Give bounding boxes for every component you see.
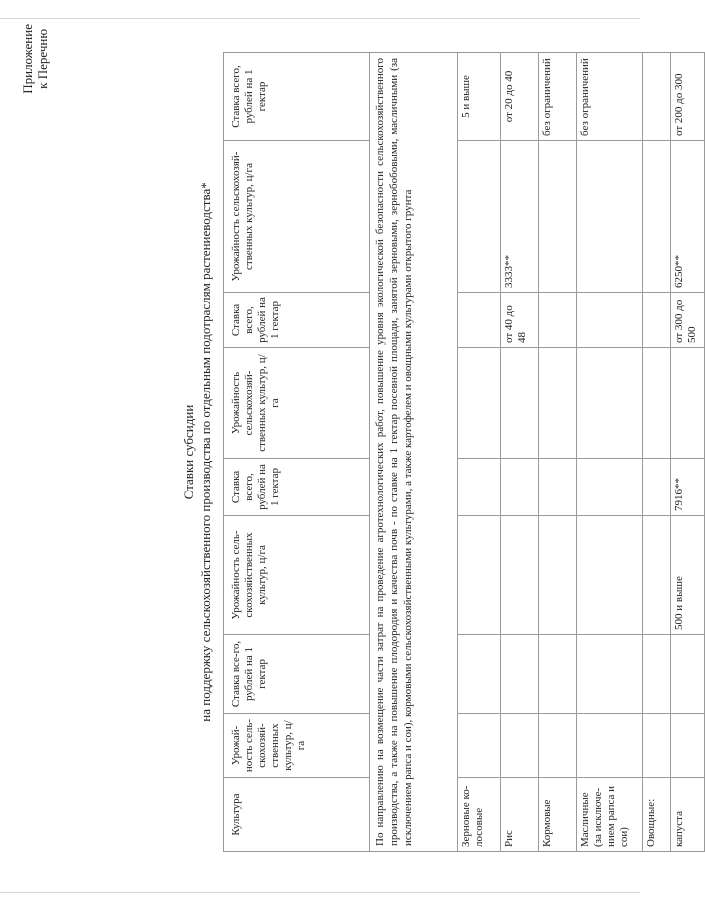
table-cell: [577, 635, 643, 714]
table-cell: [577, 459, 643, 516]
header-cell: Ставка всего, рублей на 1 гектар: [224, 293, 370, 348]
title-line1: Ставки субсидии: [181, 404, 196, 500]
table-row: [458, 53, 501, 852]
appendix-note: [20, 24, 50, 94]
table-cell: [539, 348, 577, 459]
scan-edge-bottom: [0, 892, 640, 893]
header-cell: Урожайность сельскохозяй-ственных культур, ц/га: [224, 141, 370, 293]
table-cell: от 300 до 500: [671, 293, 705, 348]
table-cell: [539, 516, 577, 635]
table-cell: [643, 53, 671, 141]
table-cell: [539, 459, 577, 516]
crop-cell: капуста: [671, 778, 705, 852]
table-cell: 7916**: [671, 459, 705, 516]
table-cell: 3333**: [501, 141, 539, 293]
table-cell: без ограничений: [577, 53, 643, 141]
table-cell: [643, 516, 671, 635]
table-cell: [643, 141, 671, 293]
table-cell: [643, 293, 671, 348]
table-cell: [539, 635, 577, 714]
crop-cell: Рис: [501, 778, 539, 852]
table-cell: [671, 635, 705, 714]
table-cell: [458, 714, 501, 778]
table-cell: [671, 714, 705, 778]
table-cell: [539, 141, 577, 293]
table-cell: [458, 635, 501, 714]
table-cell: [458, 348, 501, 459]
table-cell: 6250**: [671, 141, 705, 293]
table-cell: [539, 293, 577, 348]
crop-cell: Зерновые ко-лосовые: [458, 778, 501, 852]
table-cell: от 20 до 40: [501, 53, 539, 141]
table-row: [539, 53, 577, 852]
table-cell: [501, 348, 539, 459]
table-row: [577, 53, 643, 852]
crop-cell: Кормовые: [539, 778, 577, 852]
table-cell: [501, 714, 539, 778]
subsidy-table: [223, 52, 705, 852]
table-cell: [501, 516, 539, 635]
table-cell: [643, 635, 671, 714]
table-cell: [458, 293, 501, 348]
table-cell: [643, 714, 671, 778]
table-cell: [539, 714, 577, 778]
note-row: [370, 53, 458, 852]
scan-edge-top: [0, 18, 640, 19]
table-cell: 500 и выше: [671, 516, 705, 635]
crop-cell: Овощные:: [643, 778, 671, 852]
header-cell: Урожайность сельскохозяй-ственных культур, ц/га: [224, 348, 370, 459]
table-cell: от 40 до 48: [501, 293, 539, 348]
header-cell: Ставка всего, рублей на 1 гектар: [224, 459, 370, 516]
table-cell: от 200 до 300: [671, 53, 705, 141]
title-line2: на поддержку сельскохозяйственного производства по отдельным подотраслям растениеводства*: [198, 182, 213, 722]
table-cell: без ограничений: [539, 53, 577, 141]
table-cell: 5 и выше: [458, 53, 501, 141]
rotated-page: [20, 12, 698, 892]
header-row: [224, 53, 370, 852]
note-text: По направлению на возмещение части затрат на проведение агротехнологических работ, повышение уровня экологической безопасности сельскохозяйственного производства, а также на повышение плодородия и качества почв - по ставке на 1 гектар посевной площади, занятой зерновыми, зернобобовыми, масличными (за исключением рапса и сои), кормовыми сельскохозяйственными культурами, а также картофелем и овощными культурами открытого грунта: [370, 53, 458, 852]
table-cell: [458, 459, 501, 516]
crop-cell: Масличные (за исключе-нием рапса и сои): [577, 778, 643, 852]
header-cell: Ставка все-го, рублей на 1 гектар: [224, 635, 370, 714]
appendix-line2: к Перечню: [35, 28, 50, 89]
header-cell: Ставка всего, рублей на 1 гектар: [224, 53, 370, 141]
header-cell: Урожайность сель-скохозяйственных культур, ц/га: [224, 516, 370, 635]
table-cell: [577, 348, 643, 459]
table-cell: [501, 635, 539, 714]
table-cell: [577, 714, 643, 778]
table-cell: [458, 141, 501, 293]
table-cell: [577, 293, 643, 348]
header-cell: Урожай-ность сель-скохозяй-ственных культур, ц/га: [224, 714, 370, 778]
table-cell: [671, 348, 705, 459]
table-cell: [643, 459, 671, 516]
table-row: [643, 53, 671, 852]
table-cell: [577, 516, 643, 635]
table-cell: [501, 459, 539, 516]
table-cell: [458, 516, 501, 635]
document-title: [180, 12, 214, 892]
table-cell: [643, 348, 671, 459]
table-row: [671, 53, 705, 852]
table-cell: [577, 141, 643, 293]
header-cell: Культура: [224, 778, 370, 852]
appendix-line1: Приложение: [20, 24, 35, 94]
table-row: [501, 53, 539, 852]
